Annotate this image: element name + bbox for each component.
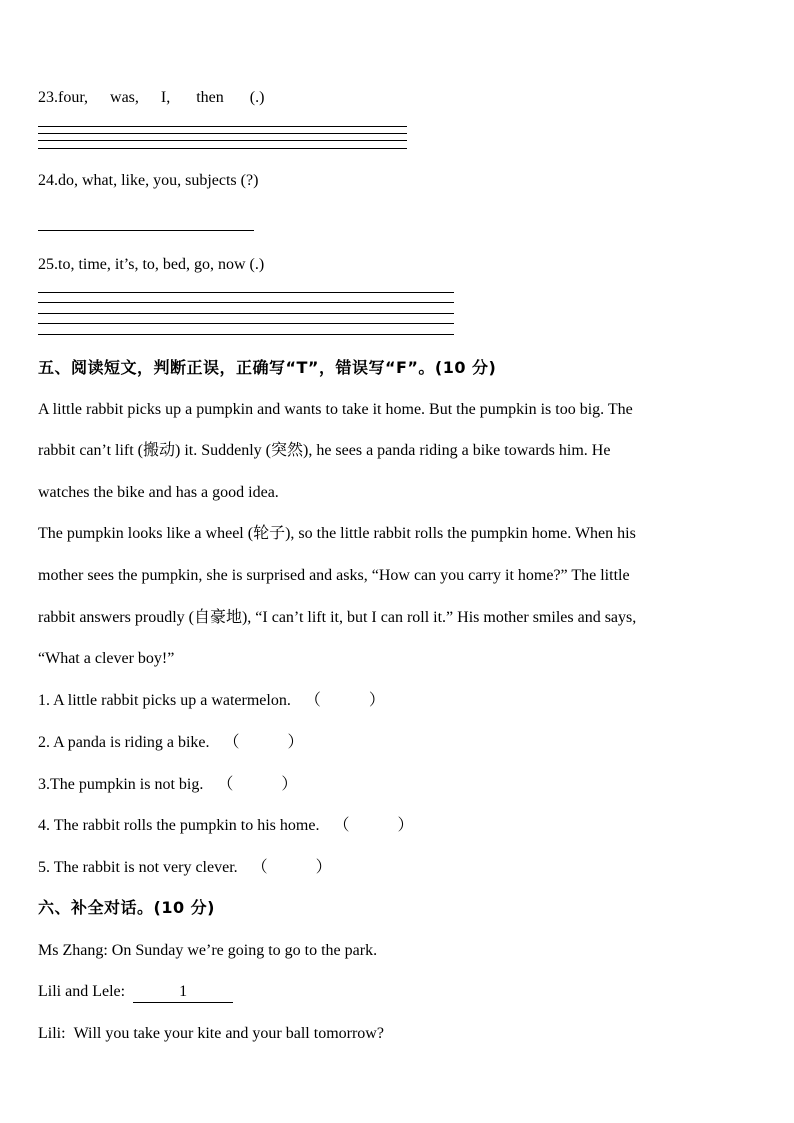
answer-line[interactable] (38, 313, 454, 314)
tf-question-1 (38, 691, 385, 711)
answer-line[interactable] (38, 302, 454, 303)
word: then (196, 89, 224, 106)
passage-line: A little rabbit picks up a pumpkin and wants to take it home. But the pumpkin is too big. The (38, 401, 633, 418)
tf-question-text: 3.The pumpkin is not big. (38, 776, 204, 793)
dialogue-line (38, 1024, 384, 1044)
tf-question-4 (38, 816, 413, 836)
dialogue-line (38, 941, 377, 961)
answer-line[interactable] (38, 140, 407, 141)
answer-paren[interactable]: （ ） (217, 776, 298, 793)
dialogue-line (38, 982, 233, 1003)
answer-paren[interactable]: （ ） (251, 859, 332, 876)
answer-line[interactable] (38, 292, 454, 293)
passage-line: watches the bike and has a good idea. (38, 484, 279, 501)
question-25 (38, 255, 264, 275)
passage-line: rabbit answers proudly (自豪地), “I can’t lift it, but I can roll it.” His mother smiles and says, (38, 609, 637, 626)
question-23 (38, 88, 264, 108)
tf-question-text: 2. A panda is riding a bike. (38, 734, 210, 751)
dialogue-speaker: Lili and Lele: (38, 983, 126, 1000)
tf-question-2 (38, 733, 304, 753)
answer-line[interactable] (38, 323, 454, 324)
answer-paren[interactable]: （ ） (333, 817, 414, 834)
tf-question-text: 1. A little rabbit picks up a watermelon. (38, 692, 291, 709)
dialogue-speaker: Lili: (38, 1025, 66, 1042)
word: four, (58, 89, 89, 106)
answer-line[interactable] (38, 334, 454, 335)
word: was, (110, 89, 139, 106)
question-number: 23. (38, 89, 58, 106)
section-6-heading: 六、补全对话。(10 分) (38, 898, 215, 917)
question-number: 24. (38, 172, 58, 189)
answer-line[interactable] (38, 148, 407, 149)
passage-line: The pumpkin looks like a wheel (轮子), so the little rabbit rolls the pumpkin home. When his (38, 525, 636, 542)
word: (.) (249, 89, 265, 106)
tf-question-3 (38, 775, 297, 795)
section-5-heading: 五、阅读短文，判断正误，正确写“T”，错误写“F”。(10 分) (38, 358, 497, 377)
answer-paren[interactable]: （ ） (304, 692, 385, 709)
answer-paren[interactable]: （ ） (223, 734, 304, 751)
dialogue-text: Will you take your kite and your ball tomorrow? (73, 1025, 384, 1042)
answer-line[interactable] (38, 230, 254, 231)
question-text: do, what, like, you, subjects (?) (58, 172, 259, 189)
answer-line[interactable] (38, 133, 407, 134)
answer-line[interactable] (38, 126, 407, 127)
tf-question-text: 4. The rabbit rolls the pumpkin to his home. (38, 817, 320, 834)
passage-line: “What a clever boy!” (38, 650, 175, 667)
dialogue-text: On Sunday we’re going to go to the park. (111, 942, 378, 959)
passage-line: rabbit can’t lift (搬动) it. Suddenly (突然), he sees a panda riding a bike towards him. He (38, 442, 611, 459)
tf-question-5 (38, 858, 332, 878)
tf-question-text: 5. The rabbit is not very clever. (38, 859, 238, 876)
question-number: 25. (38, 256, 58, 273)
passage-line: mother sees the pumpkin, she is surprised and asks, “How can you carry it home?” The little (38, 567, 630, 584)
dialogue-speaker: Ms Zhang: (38, 942, 108, 959)
dialogue-blank[interactable]: 1 (133, 982, 233, 1003)
word: I, (160, 89, 171, 106)
question-text: to, time, it’s, to, bed, go, now (.) (58, 256, 265, 273)
question-24 (38, 171, 258, 191)
